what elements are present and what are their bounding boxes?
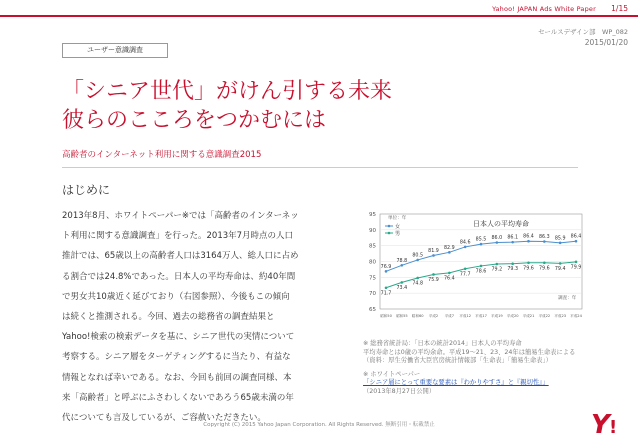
data-point (559, 242, 562, 245)
department-code: セールスデザイン部 WP_082 (538, 28, 628, 36)
paragraph-line: Yahoo!検索の検索データを基に、シニア世代の実情について (62, 332, 295, 343)
x-tick-label: 平成19 (490, 314, 503, 318)
data-label: 86.1 (507, 235, 519, 241)
legend-label: 男 (395, 230, 401, 237)
data-point (527, 261, 530, 264)
doc-series-title: Yahoo! JAPAN Ads White Paper (492, 5, 596, 13)
note-data-source: （資料：厚生労働省大臣官房統計情報部「生命表」「簡易生命表」） (363, 357, 552, 365)
data-label: 85.5 (475, 237, 487, 243)
data-label: 78.6 (475, 269, 487, 275)
data-point (432, 273, 435, 276)
data-label: 73.4 (396, 285, 408, 291)
svg-text:Y: Y (591, 410, 610, 437)
y-tick-label: 65 (369, 307, 376, 313)
data-label: 79.6 (538, 266, 550, 272)
data-label: 76.4 (443, 276, 455, 282)
data-point (496, 241, 499, 244)
y-tick-label: 95 (369, 212, 376, 218)
data-label: 77.7 (459, 272, 471, 278)
data-point (575, 261, 578, 264)
data-label: 86.0 (491, 236, 503, 241)
data-label: 84.6 (459, 240, 471, 246)
x-tick-label: 平成17 (475, 314, 487, 318)
yahoo-logo-icon (589, 409, 619, 437)
data-point (543, 240, 546, 243)
page-subtitle: 高齢者のインターネット利用に関する意識調査2015 (62, 150, 262, 160)
legend-marker (388, 225, 391, 228)
x-tick-label: 平成7 (444, 314, 455, 318)
data-point (527, 240, 530, 243)
paragraph-line: 推計では、65歳以上の高齢者人口は3164万人、総人口に占め (62, 251, 299, 262)
y-tick-label: 90 (369, 227, 376, 234)
x-tick-label: 平成23 (554, 314, 567, 318)
divider (62, 167, 578, 168)
data-label: 86.4 (570, 234, 582, 240)
data-point (543, 261, 546, 264)
y-tick-label: 75 (369, 275, 376, 282)
legend-marker (388, 232, 391, 235)
paragraph-line: る割合では24.8%であった。日本人の平均寿命は、約40年間 (62, 271, 296, 282)
data-point (464, 267, 467, 270)
data-point (575, 240, 578, 243)
chart-title: 日本人の平均寿命 (473, 220, 529, 228)
y-axis-unit: 単位：年 (388, 216, 407, 221)
paragraph-line: ト利用に関する意識調査」を行った。2013年7月時点の人口 (62, 231, 294, 242)
x-axis-note: 調査：年 (558, 296, 577, 301)
whitepaper-link[interactable]: 「シニア層にとって重要な要素は『わかりやすさ』と『親切性』」 (363, 379, 549, 387)
data-label: 78.8 (396, 258, 408, 264)
copyright-footer: Copyright (C) 2015 Yahoo Japan Corporation. All Rights Reserved. 無断引用・転載禁止 (203, 422, 435, 428)
data-label: 81.9 (428, 248, 439, 254)
paragraph-line: 代についても言及しているが、ご容赦いただきたい。 (62, 413, 266, 424)
data-label: 76.9 (380, 264, 392, 270)
data-point (385, 286, 388, 289)
page-number: 1/15 (611, 4, 628, 13)
paragraph-line: は続くと推測される。今回、過去の総務省の調査結果と (62, 312, 275, 323)
data-point (416, 277, 419, 280)
data-point (401, 281, 404, 284)
paragraph-line: 2013年8月、ホワイトペーパー※では「高齢者のインターネッ (62, 211, 299, 221)
x-tick-label: 平成21 (522, 314, 535, 318)
x-tick-label: 昭和50 (380, 314, 392, 318)
x-tick-label: 平成12 (459, 314, 472, 318)
title-line-2: 彼らのこころをつかむには (62, 108, 327, 133)
data-point (559, 262, 562, 265)
section-heading: はじめに (62, 183, 111, 197)
x-tick-label: 平成2 (428, 314, 439, 318)
data-label: 79.3 (507, 267, 519, 273)
paragraph-line: 考察する。シニア層をターゲティングするに当たり、有益な (62, 352, 291, 363)
life-expectancy-chart (360, 205, 588, 333)
x-tick-label: 昭和55 (395, 314, 408, 318)
note-source: ※ 総務省統計局：「日本の統計2014」日本人の平均寿命 (363, 340, 522, 347)
data-point (385, 270, 388, 273)
data-point (448, 272, 451, 275)
data-point (480, 243, 483, 246)
data-label: 85.9 (554, 236, 566, 242)
header-rule (0, 15, 638, 17)
note-whitepaper-label: ※ ホワイトペーパー (363, 370, 421, 378)
data-point (464, 246, 467, 249)
data-point (401, 264, 404, 267)
data-label: 80.5 (412, 253, 424, 259)
data-label: 79.4 (554, 266, 566, 272)
data-point (480, 265, 483, 268)
y-tick-label: 85 (369, 243, 376, 250)
data-point (416, 259, 419, 262)
title-line-1: 「シニア世代」がけん引する未来 (62, 79, 393, 104)
legend-label: 女 (395, 223, 401, 230)
chart-svg (360, 205, 588, 333)
paragraph-line: 来「高齢者」と呼ぶにふさわしくないであろう65歳未満の年 (62, 392, 294, 403)
x-tick-label: 昭和60 (411, 314, 424, 318)
data-point (511, 262, 514, 265)
paragraph-line: で男女共10歳近く延びており（右図参照）、今後もこの傾向 (62, 291, 290, 302)
data-point (448, 251, 451, 254)
data-label: 74.8 (412, 281, 424, 287)
data-point (511, 241, 514, 244)
y-tick-label: 70 (369, 291, 376, 298)
data-label: 82.9 (443, 245, 455, 251)
intro-paragraph (62, 206, 354, 428)
data-label: 71.7 (380, 291, 392, 297)
note-publish-date: （2013年8月27日公開） (363, 387, 436, 395)
data-label: 86.3 (538, 235, 550, 241)
category-badge: ユーザー意識調査 (62, 43, 168, 58)
x-tick-label: 平成22 (538, 314, 551, 318)
data-label: 79.9 (570, 265, 582, 271)
data-label: 75.9 (428, 277, 439, 283)
paragraph-line: 情報となれば幸いである。なお、今回も前回の調査同様、本 (62, 372, 292, 383)
page-title (62, 77, 392, 135)
note-definition: 平均寿命とは0歳の平均余命。平成19～21、23、24年は簡易生命表による (363, 348, 576, 356)
x-tick-label: 平成24 (570, 314, 582, 318)
data-label: 86.4 (523, 234, 534, 240)
data-point (496, 263, 499, 266)
data-point (432, 254, 435, 257)
data-label: 79.2 (491, 267, 503, 273)
footnotes (363, 340, 593, 397)
top-bar (0, 0, 638, 16)
publish-date: 2015/01/20 (584, 38, 628, 47)
data-label: 79.6 (523, 266, 534, 272)
y-tick-label: 80 (369, 259, 376, 266)
svg-text:!: ! (609, 417, 618, 437)
x-tick-label: 平成20 (506, 314, 519, 318)
